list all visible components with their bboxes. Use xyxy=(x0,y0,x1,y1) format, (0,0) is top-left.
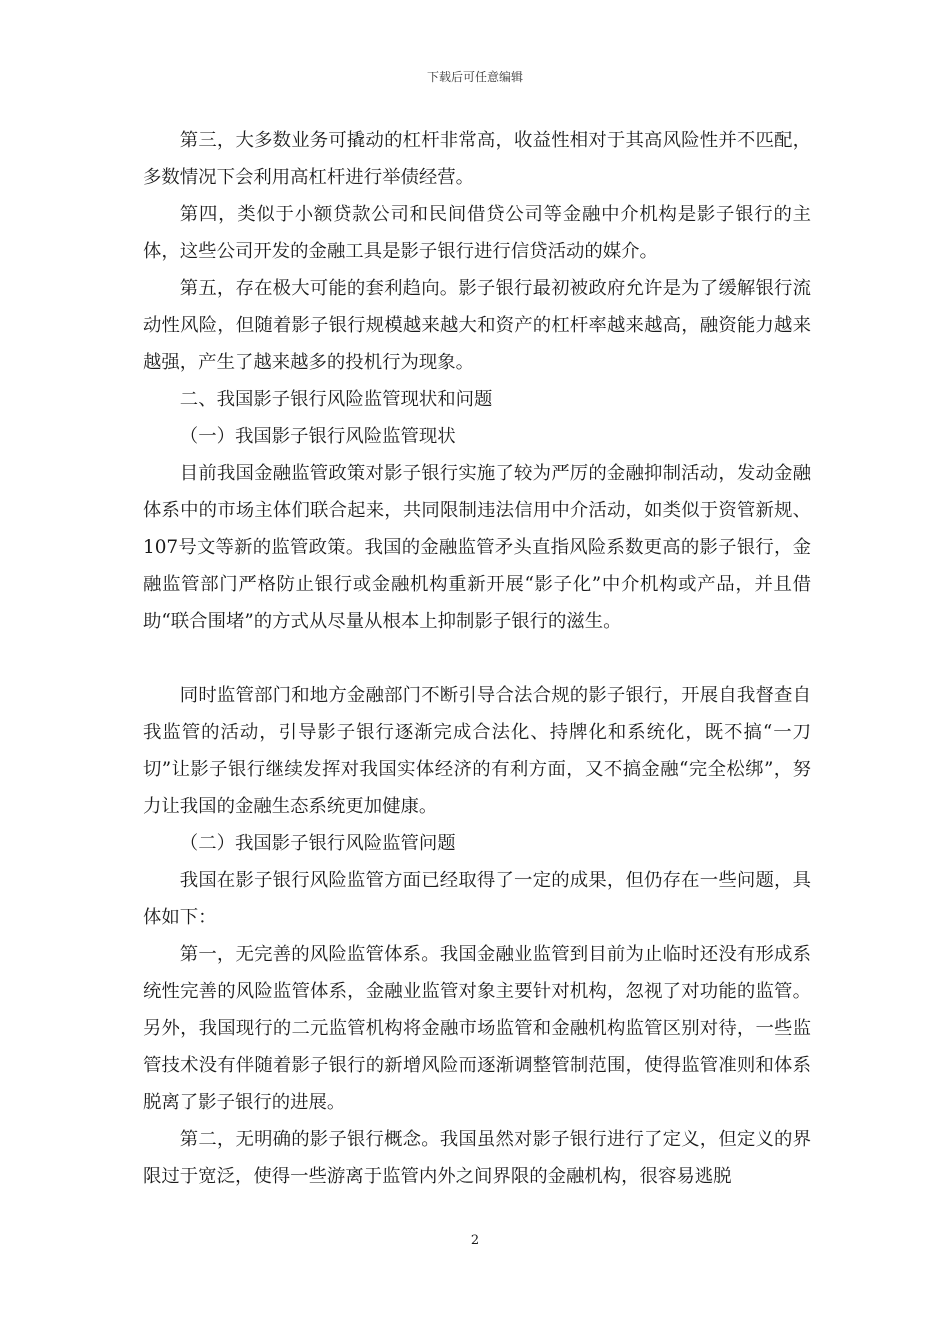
page-header: 下载后可任意编辑 xyxy=(426,70,523,84)
paragraph-gap xyxy=(143,640,811,677)
paragraph-fourth-point: 第四，类似于小额贷款公司和民间借贷公司等金融中介机构是影子银行的主体，这些公司开发的金融工具是影子银行进行信贷活动的媒介。 xyxy=(143,204,811,262)
paragraph-fifth-point: 第五，存在极大可能的套利趋向。影子银行最初被政府允许是为了缓解银行流动性风险，但随着影子银行规模越来越大和资产的杠杆率越来越高，融资能力越来越强，产生了越来越多的投机行为现象。 xyxy=(143,278,811,373)
paragraph-problem-one: 第一，无完善的风险监管体系。我国金融业监管到目前为止临时还没有形成系统性完善的风险监管体系，金融业监管对象主要针对机构，忽视了对功能的监管。另外，我国现行的二元监管机构将金融市场监管和金融机构监管区别对待，一些监管技术没有伴随着影子银行的新增风险而逐渐调整管制范围，使得监管准则和体系脱离了影子银行的进展。 xyxy=(143,944,811,1113)
paragraph-guidance: 同时监管部门和地方金融部门不断引导合法合规的影子银行，开展自我督查自我监管的活动，引导影子银行逐渐完成合法化、持牌化和系统化，既不搞“一刀切”让影子银行继续发挥对我国实体经济的有利方面，又不搞金融“完全松绑”，努力让我国的金融生态系统更加健康。 xyxy=(143,685,811,817)
page-number: 2 xyxy=(470,1233,480,1248)
paragraph-problems-intro: 我国在影子银行风险监管方面已经取得了一定的成果，但仍存在一些问题，具体如下： xyxy=(143,870,811,928)
body-text xyxy=(143,122,811,1195)
paragraph-problem-two: 第二，无明确的影子银行概念。我国虽然对影子银行进行了定义，但定义的界限过于宽泛，使得一些游离于监管内外之间界限的金融机构，很容易逃脱 xyxy=(143,1129,811,1187)
subsection-heading-2: （二）我国影子银行风险监管问题 xyxy=(179,833,456,854)
subsection-heading-1: （一）我国影子银行风险监管现状 xyxy=(179,426,456,447)
section-heading-2: 二、我国影子银行风险监管现状和问题 xyxy=(179,389,493,410)
paragraph-current-status: 目前我国金融监管政策对影子银行实施了较为严厉的金融抑制活动，发动金融体系中的市场主体们联合起来，共同限制违法信用中介活动，如类似于资管新规、107号文等新的监管政策。我国的金融监管矛头直指风险系数更高的影子银行，金融监管部门严格防止银行或金融机构重新开展“影子化”中介机构或产品，并且借助“联合围堵”的方式从尽量从根本上抑制影子银行的滋生。 xyxy=(143,463,811,632)
paragraph-third-point: 第三，大多数业务可撬动的杠杆非常高，收益性相对于其高风险性并不匹配，多数情况下会利用高杠杆进行举债经营。 xyxy=(143,130,811,188)
